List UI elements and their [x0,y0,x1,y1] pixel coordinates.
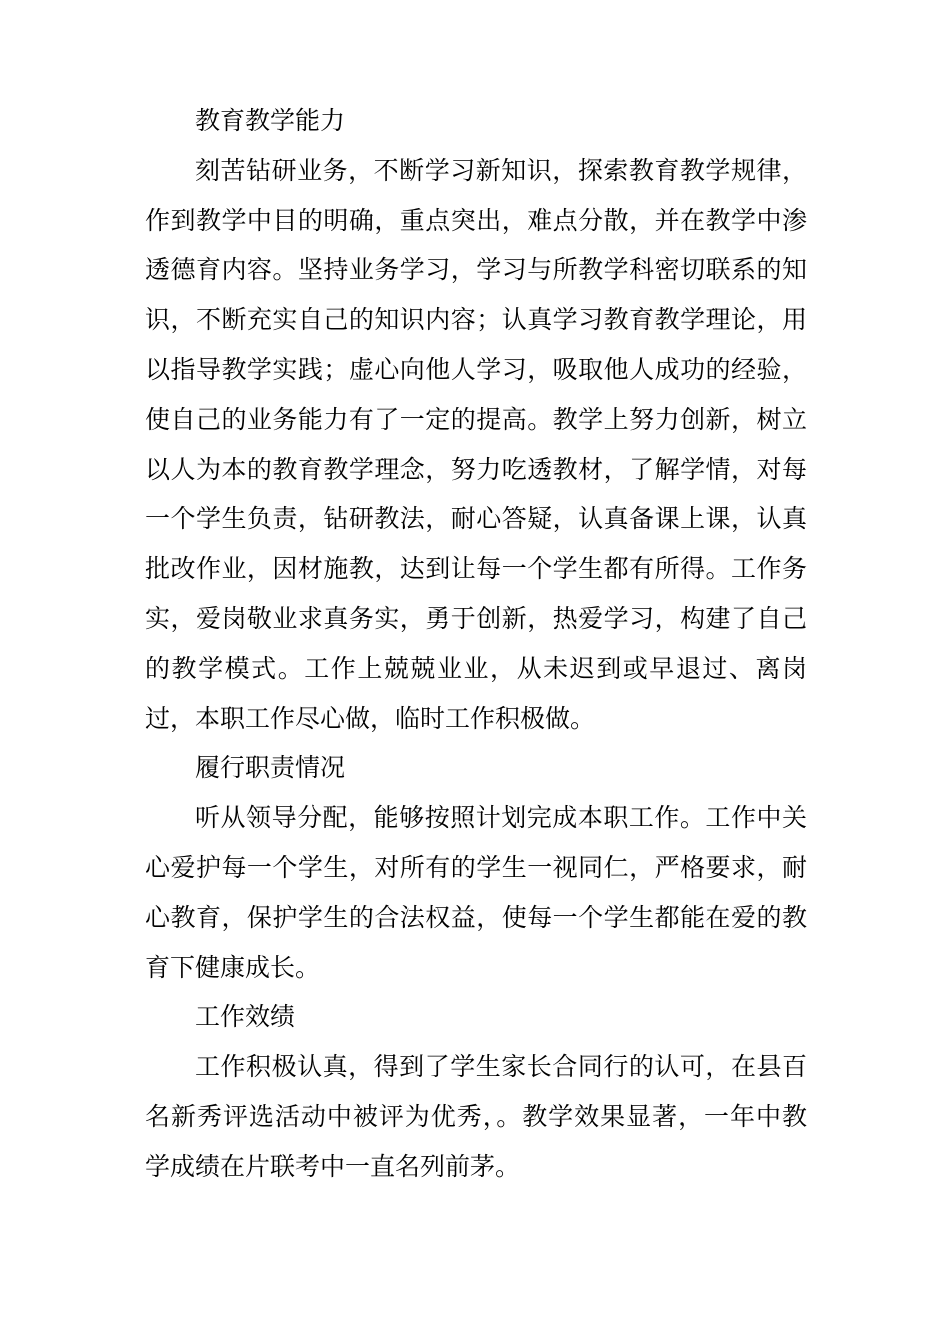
section-paragraph-teaching-ability: 刻苦钻研业务，不断学习新知识，探索教育教学规律，作到教学中目的明确，重点突出，难点分散，并在教学中渗透德育内容。坚持业务学习，学习与所教学科密切联系的知识，不断充实自己的知识内容；认真学习教育教学理论，用以指导教学实践；虚心向他人学习，吸取他人成功的经验，使自己的业务能力有了一定的提高。教学上努力创新，树立以人为本的教育教学理念，努力吃透教材，了解学情，对每一个学生负责，钻研教法，耐心答疑，认真备课上课，认真批改作业，因材施教，达到让每一个学生都有所得。工作务实，爱岗敬业求真务实，勇于创新，热爱学习，构建了自己的教学模式。工作上兢兢业业，从未迟到或早退过、离岗过，本职工作尽心做，临时工作积极做。 [145,155,807,733]
section-heading-duties: 履行职责情况 [195,753,346,783]
section-heading-performance: 工作效绩 [195,1002,296,1032]
section-paragraph-performance: 工作积极认真，得到了学生家长合同行的认可，在县百名新秀评选活动中被评为优秀，。教学效果显著，一年中教学成绩在片联考中一直名列前茅。 [145,1052,807,1181]
section-paragraph-duties: 听从领导分配，能够按照计划完成本职工作。工作中关心爱护每一个学生，对所有的学生一视同仁，严格要求，耐心教育，保护学生的合法权益，使每一个学生都能在爱的教育下健康成长。 [145,803,807,982]
document-body [145,96,807,1192]
section-heading-teaching-ability: 教育教学能力 [195,106,346,135]
